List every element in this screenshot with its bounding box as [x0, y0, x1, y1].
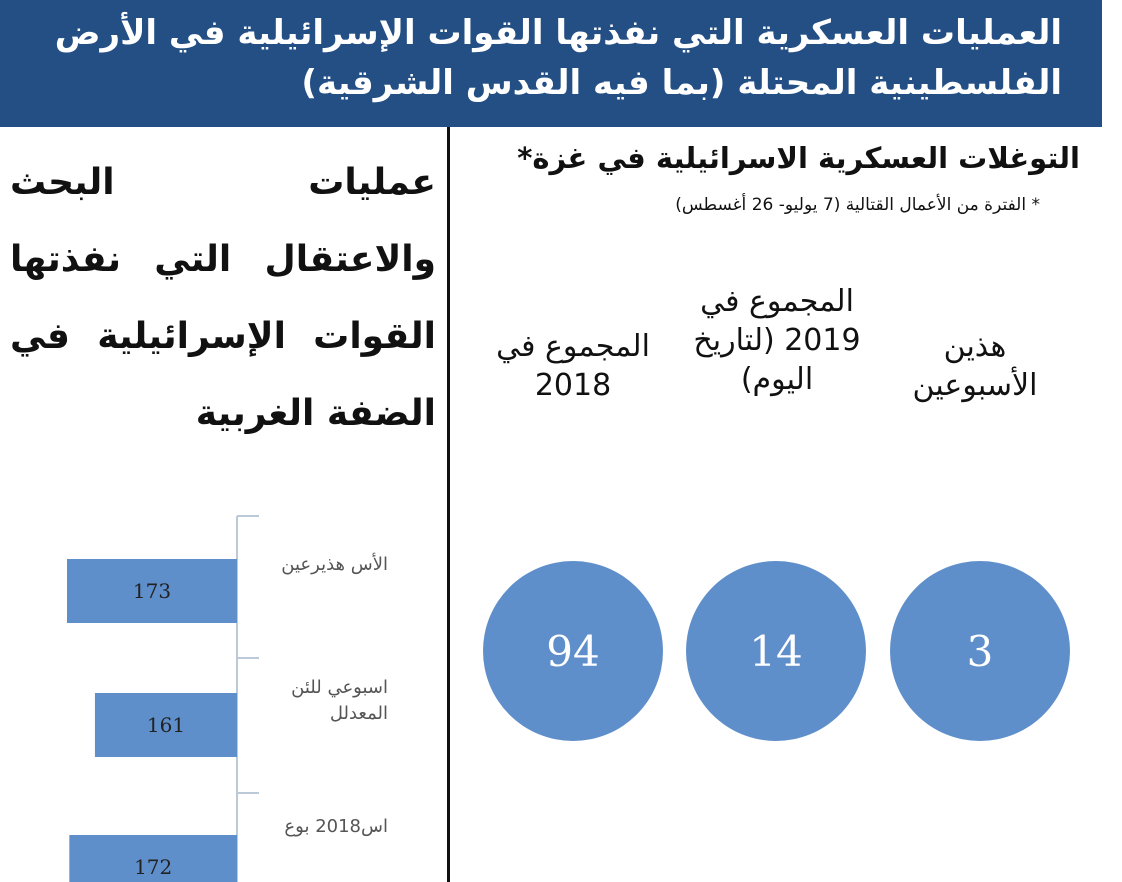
total-2018-heading: المجموع في 2018	[496, 329, 650, 403]
bar-data-label: 172	[134, 855, 173, 879]
category-label: اسبوعي للئن المعدلل	[291, 677, 388, 724]
gaza-note: * الفترة من الأعمال القتالية (7 يوليو- 26 أغسطس)	[675, 195, 1040, 215]
category-label: اس2018 بوع	[284, 816, 388, 837]
total-2019-circle: 14	[686, 561, 866, 741]
two-weeks-circle: 3	[890, 561, 1070, 741]
bar-data-label: 161	[146, 713, 186, 737]
two-weeks-heading: هذين الأسبوعين	[912, 329, 1038, 403]
west-bank-title: عمليات البحث والاعتقال التي نفذتها القوات الإسرائيلية في الضفة الغربية	[10, 162, 436, 434]
category-label: الأس هذيرعين	[281, 554, 388, 575]
page-title: العمليات العسكرية التي نفذتها القوات الإسرائيلية في الأرض الفلسطينية المحتلة (بما فيه القدس الشرقية)	[54, 13, 1062, 103]
header-banner	[0, 0, 1102, 127]
column-divider	[447, 127, 450, 882]
total-2018-circle: 94	[483, 561, 663, 741]
total-2019-heading: المجموع في 2019 (لتاريخ اليوم)	[693, 284, 861, 397]
bar-data-label: 173	[132, 579, 172, 603]
gaza-title: التوغلات العسكرية الاسرائيلية في غزة*	[517, 141, 1080, 175]
